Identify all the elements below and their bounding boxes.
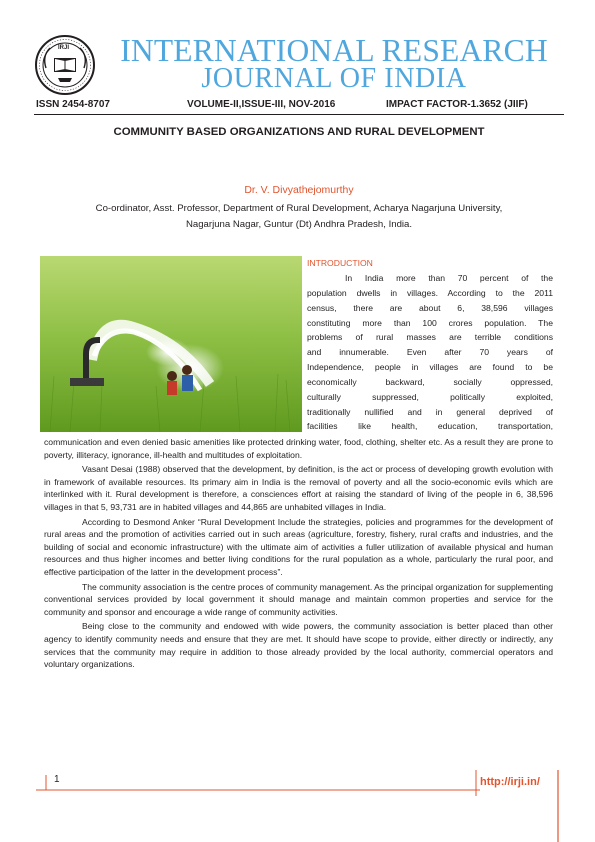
- text-line: and innumerable. Even after 70 years of: [307, 347, 553, 358]
- text-line: problems of rural masses are terrible conditions: [307, 332, 553, 343]
- author-affiliation: [34, 201, 564, 233]
- rice-field-pump-image: [40, 256, 302, 432]
- journal-title-line2: JOURNAL OF INDIA: [201, 63, 467, 94]
- affiliation-line: Nagarjuna Nagar, Guntur (Dt) Andhra Pradesh, India.: [185, 219, 413, 230]
- journal-url-link[interactable]: http://irji.in/: [480, 776, 540, 788]
- journal-emblem-icon: [34, 34, 96, 96]
- page-number: 1: [54, 774, 60, 785]
- header-divider: [34, 114, 564, 115]
- volume-issue: VOLUME-II,ISSUE-III, NOV-2016: [187, 99, 336, 110]
- text-line: constituting more than 100 crores population. The: [307, 317, 553, 328]
- text-line: economically backward, socially oppressed,: [307, 376, 553, 387]
- text-line: Independence, people in villages are found to be: [307, 362, 553, 373]
- paragraph: Vasant Desai (1988) observed that the development, by definition, is the act or process of developing growth evolution with in framework of available resources. Its primary aim in India is the removal of poverty and all the socio-economic evils which are interlinked with it. Rural development is therefore, a consciences effort at raising the standard of living of the people in 6, 38,596 villages in that 5, 93,731 are in habited villages and 44,865 are unhabited villages in India.: [44, 464, 553, 512]
- text-line: population dwells in villages. According to the 2011: [307, 287, 553, 298]
- paragraph: communication and even denied basic amenities like protected drinking water, food, clothing, shelter etc. As a result they are prone to poverty, illiteracy, ignorance, ill-health and multitudes of exploitation.: [44, 437, 553, 460]
- paragraph: According to Desmond Anker “Rural Development Include the strategies, policies and programmes for the development of rural areas and the promotion of activities carried out in such areas (agriculture, forestry, fishery, rural crafts and industries, and the building of social and economic infrastructure) with the ultimate aim of activities a fuller utilization of available physical and human resources and thus higher incomes and better living conditions for the rural population as a whole, particularly the rural poor, and effective participation of the latter in the development process”.: [44, 516, 553, 577]
- text-line: culturally suppressed, politically exploited,: [307, 391, 553, 402]
- intro-side-column: [307, 271, 553, 434]
- article-body: [44, 436, 553, 671]
- text-line: facilities like health, education, transportation,: [307, 421, 553, 432]
- section-heading-introduction: INTRODUCTION: [307, 258, 373, 268]
- author-name: Dr. V. Divyathejomurthy: [244, 184, 354, 196]
- paragraph: Being close to the community and endowed with wide powers, the community association is better placed than other agency to identify community needs and ensure that they are met. It should have scope to provide, either directly or indirectly, any services that the community may require in addition to those already provided by the local authority, commercial operators and voluntary organizations.: [44, 621, 553, 670]
- logo-text: IRJI: [58, 45, 70, 51]
- journal-logo: [34, 34, 96, 96]
- article-photo: [40, 256, 302, 432]
- impact-factor: IMPACT FACTOR-1.3652 (JIIF): [386, 99, 528, 110]
- issn: ISSN 2454-8707: [36, 99, 110, 110]
- article-title: COMMUNITY BASED ORGANIZATIONS AND RURAL DEVELOPMENT: [113, 126, 485, 138]
- paragraph: The community association is the centre proces of community management. As the principal organization for supplementing conventional services provided by local government it should manage and maintain common properties and service for the community and sponsor and encourage a wide range of community activities.: [44, 581, 553, 617]
- affiliation-line: Co-ordinator, Asst. Professor, Department of Rural Development, Acharya Nagarjuna University,: [95, 203, 503, 214]
- text-line: In India more than 70 percent of the: [345, 273, 553, 283]
- journal-info-bar: [36, 98, 562, 112]
- text-line: traditionally nullified and in general deprived of: [307, 406, 553, 417]
- journal-title-line1: INTERNATIONAL RESEARCH: [120, 33, 548, 68]
- text-line: census, there are about 6, 38,596 villages: [307, 302, 553, 313]
